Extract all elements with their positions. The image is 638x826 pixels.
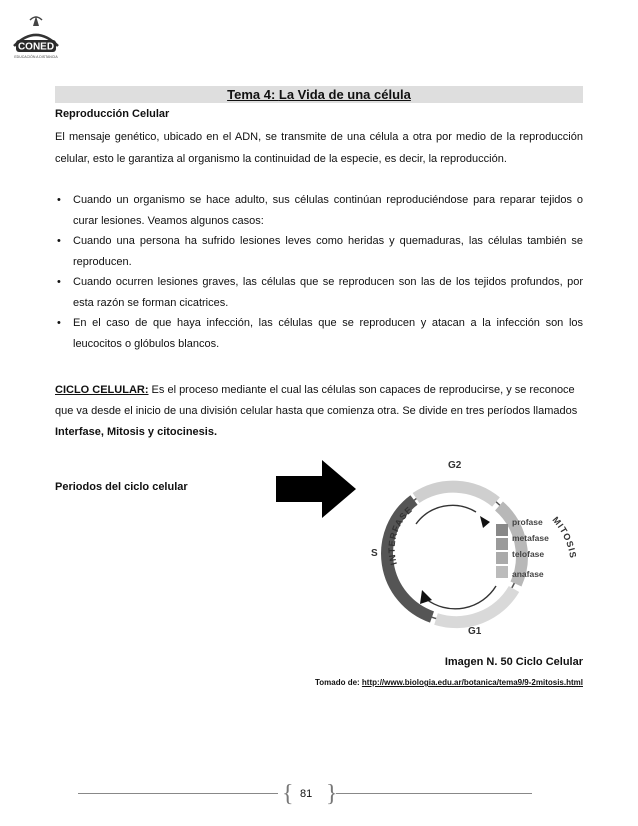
interfase-label: INTERFASE: [386, 504, 415, 567]
s-label: S: [371, 548, 378, 559]
list-item: • Cuando una persona ha sufrido lesiones leves como heridas y quemaduras, las células también se reproducen.: [55, 231, 583, 272]
ciclo-text: Es el proceso mediante el cual las células son capaces de reproducirse, y se reconoce que va desde el inicio de una división celular hasta que comienza otra. Se divide en tres períodos llamados: [55, 384, 578, 417]
ciclo-paragraph: [55, 380, 583, 443]
g1-label: G1: [468, 626, 482, 637]
source-prefix: Tomado de:: [314, 678, 362, 687]
footer-bracket-left: {: [282, 781, 294, 807]
image-source: [315, 678, 583, 687]
page-number: 81: [300, 788, 313, 800]
title-bar: [55, 86, 583, 103]
logo-text: CONED: [17, 41, 55, 53]
footer-divider-right: [336, 793, 532, 794]
footer-divider-left: [78, 793, 278, 794]
list-item: • En el caso de que haya infección, las células que se reproducen y atacan a la infección son los leucocitos o glóbulos blancos.: [55, 313, 583, 354]
section-subheading: Reproducción Celular: [55, 108, 170, 120]
coned-logo: [6, 14, 66, 64]
phase-label: profase: [512, 517, 543, 527]
page-title: [55, 87, 583, 102]
bullet-list: [55, 190, 583, 354]
image-caption: Imagen N. 50 Ciclo Celular: [444, 656, 583, 668]
arrow-right-icon: [276, 460, 356, 518]
cell-cycle-diagram: [356, 454, 582, 640]
source-link[interactable]: http://www.biologia.edu.ar/botanica/tema9/9-2mitosis.html: [361, 678, 583, 687]
title-prefix: Tema 4:: [227, 87, 279, 102]
g2-label: G2: [448, 460, 462, 471]
ciclo-label: CICLO CELULAR:: [55, 384, 149, 396]
phase-label: anafase: [512, 569, 544, 579]
mitosis-label: MITOSIS: [550, 514, 579, 560]
phase-label: telofase: [512, 549, 545, 559]
list-item: • Cuando un organismo se hace adulto, sus células continúan reproduciéndose para reparar tejidos o curar lesiones. Veamos algunos casos:: [55, 190, 583, 231]
periodos-heading: Periodos del ciclo celular: [55, 481, 188, 493]
phase-label: metafase: [512, 533, 549, 543]
footer-bracket-right: }: [326, 781, 338, 807]
logo-tagline: EDUCACIÓN A DISTANCIA: [14, 55, 58, 59]
ciclo-bold: Interfase, Mitosis y citocinesis.: [55, 426, 218, 438]
paragraph-intro: El mensaje genético, ubicado en el ADN, se transmite de una célula a otra por medio de la reproducción celular, esto le garantiza al organismo la continuidad de la especie, es decir, la reproducción.: [55, 131, 583, 165]
cycle-arrowhead: [480, 516, 490, 528]
title-text: La Vida de una célula: [278, 87, 411, 102]
list-item: • Cuando ocurren lesiones graves, las células que se reproducen son las de los tejidos profundos, por esta razón se forman cicatrices.: [55, 272, 583, 313]
